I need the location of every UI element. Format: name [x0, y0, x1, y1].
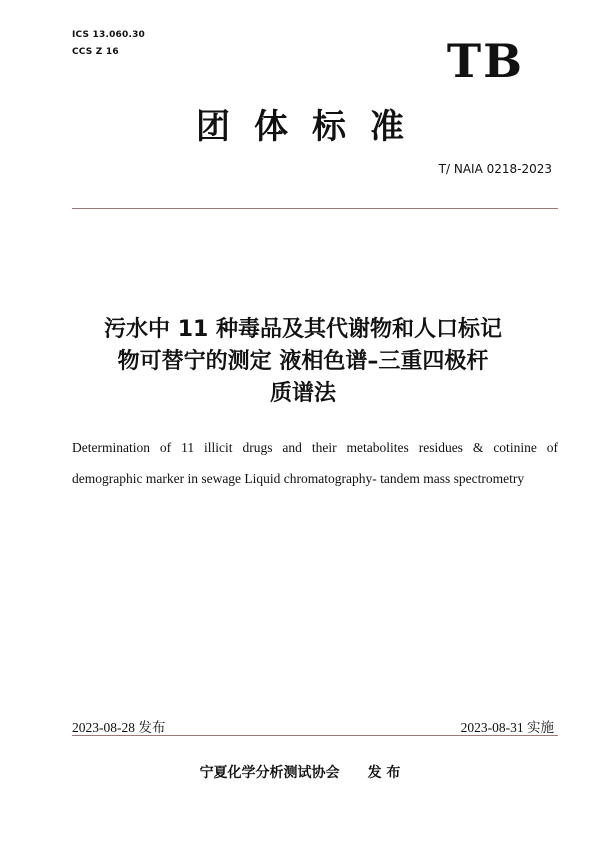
standard-type-heading: 团体标准 — [196, 107, 428, 147]
top-divider — [72, 208, 558, 209]
standard-number: T/ NAIA 0218-2023 — [438, 162, 552, 176]
tb-logo: TB — [446, 34, 524, 88]
english-title-line-1: Determination of 11 illicit drugs and their metabolites residues & cotinine of — [72, 440, 558, 455]
bottom-divider — [72, 735, 558, 736]
chinese-title-line-2: 物可替宁的测定 液相色谱–三重四极杆 — [117, 349, 489, 374]
issue-label: 发 布 — [367, 765, 401, 781]
publish-date: 2023-08-28 发布 — [72, 720, 166, 735]
english-title-line-2: demographic marker in sewage Liquid chromatography- tandem mass spectrometry — [72, 471, 525, 486]
ccs-code: CCS Z 16 — [72, 47, 119, 57]
chinese-title-line-3: 质谱法 — [269, 381, 336, 406]
ics-code: ICS 13.060.30 — [72, 30, 146, 40]
english-title — [72, 432, 558, 494]
chinese-title-line-1: 污水中 11 种毒品及其代谢物和人口标记 — [104, 317, 502, 342]
implement-date: 2023-08-31 实施 — [460, 720, 554, 735]
chinese-title — [60, 314, 546, 410]
issuer-name: 宁夏化学分析测试协会 — [199, 765, 340, 781]
issuer-line — [0, 762, 600, 782]
